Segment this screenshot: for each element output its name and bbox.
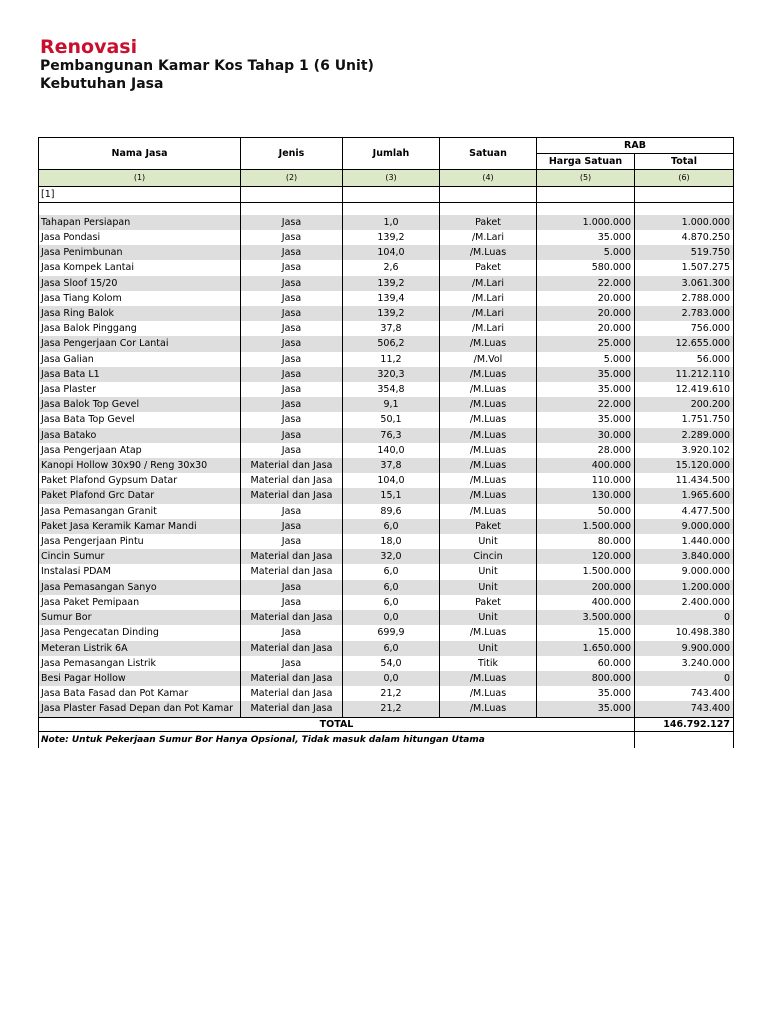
item-harga-satuan: 22.000 (537, 397, 635, 412)
col-number: (2) (241, 170, 343, 186)
item-jenis: Jasa (241, 519, 343, 534)
table-row (39, 321, 734, 336)
item-harga-satuan: 35.000 (537, 382, 635, 397)
table-row (39, 367, 734, 382)
item-total: 12.419.610 (635, 382, 734, 397)
table-row (39, 564, 734, 579)
item-jumlah: 139,2 (343, 230, 440, 245)
item-total: 1.507.275 (635, 260, 734, 275)
item-jumlah: 11,2 (343, 352, 440, 367)
table-row (39, 443, 734, 458)
item-name: Jasa Sloof 15/20 (39, 276, 241, 291)
item-satuan: Unit (440, 564, 537, 579)
item-jumlah: 139,2 (343, 306, 440, 321)
item-total: 0 (635, 610, 734, 625)
item-jumlah: 0,0 (343, 610, 440, 625)
item-jumlah: 89,6 (343, 504, 440, 519)
item-name: Jasa Kompek Lantai (39, 260, 241, 275)
table-row (39, 230, 734, 245)
item-harga-satuan: 60.000 (537, 656, 635, 671)
item-jenis: Material dan Jasa (241, 641, 343, 656)
item-name: Kanopi Hollow 30x90 / Reng 30x30 (39, 458, 241, 473)
item-jumlah: 37,8 (343, 458, 440, 473)
table-row (39, 215, 734, 230)
item-jumlah: 139,2 (343, 276, 440, 291)
item-total: 9.900.000 (635, 641, 734, 656)
item-harga-satuan: 22.000 (537, 276, 635, 291)
item-satuan: /M.Luas (440, 504, 537, 519)
item-harga-satuan: 1.500.000 (537, 519, 635, 534)
table-row (39, 291, 734, 306)
table-row (39, 352, 734, 367)
item-jenis: Jasa (241, 215, 343, 230)
item-harga-satuan: 120.000 (537, 549, 635, 564)
item-total: 200.200 (635, 397, 734, 412)
item-total: 4.477.500 (635, 504, 734, 519)
table-row (39, 580, 734, 595)
item-jumlah: 18,0 (343, 534, 440, 549)
item-jenis: Jasa (241, 595, 343, 610)
item-total: 0 (635, 671, 734, 686)
item-jumlah: 37,8 (343, 321, 440, 336)
item-jumlah: 50,1 (343, 412, 440, 427)
table-row (39, 428, 734, 443)
item-harga-satuan: 25.000 (537, 336, 635, 351)
item-harga-satuan: 80.000 (537, 534, 635, 549)
item-total: 1.000.000 (635, 215, 734, 230)
item-satuan: Paket (440, 260, 537, 275)
item-harga-satuan: 200.000 (537, 580, 635, 595)
header-harga-satuan: Harga Satuan (537, 154, 635, 170)
item-satuan: Titik (440, 656, 537, 671)
item-satuan: Unit (440, 534, 537, 549)
section-label: [1] (39, 186, 241, 202)
item-jumlah: 21,2 (343, 701, 440, 717)
item-jumlah: 104,0 (343, 245, 440, 260)
item-jumlah: 354,8 (343, 382, 440, 397)
table-row (39, 656, 734, 671)
total-label: TOTAL (39, 717, 635, 731)
table-row (39, 595, 734, 610)
table-row (39, 412, 734, 427)
item-jenis: Jasa (241, 580, 343, 595)
item-harga-satuan: 580.000 (537, 260, 635, 275)
item-name: Paket Jasa Keramik Kamar Mandi (39, 519, 241, 534)
item-satuan: /M.Lari (440, 291, 537, 306)
item-harga-satuan: 35.000 (537, 701, 635, 717)
item-jenis: Jasa (241, 412, 343, 427)
total-row (39, 717, 734, 731)
table-row (39, 625, 734, 640)
item-harga-satuan: 5.000 (537, 352, 635, 367)
item-jenis: Jasa (241, 291, 343, 306)
item-satuan: /M.Luas (440, 488, 537, 503)
item-total: 4.870.250 (635, 230, 734, 245)
item-jenis: Material dan Jasa (241, 488, 343, 503)
item-jenis: Jasa (241, 306, 343, 321)
item-total: 3.061.300 (635, 276, 734, 291)
item-jumlah: 1,0 (343, 215, 440, 230)
item-satuan: /M.Lari (440, 321, 537, 336)
item-total: 756.000 (635, 321, 734, 336)
item-jenis: Jasa (241, 656, 343, 671)
item-jenis: Jasa (241, 504, 343, 519)
item-jenis: Jasa (241, 625, 343, 640)
table-row (39, 504, 734, 519)
item-jenis: Jasa (241, 276, 343, 291)
item-satuan: /M.Lari (440, 230, 537, 245)
item-jenis: Material dan Jasa (241, 473, 343, 488)
item-satuan: /M.Luas (440, 473, 537, 488)
item-harga-satuan: 28.000 (537, 443, 635, 458)
item-harga-satuan: 5.000 (537, 245, 635, 260)
item-total: 1.751.750 (635, 412, 734, 427)
item-satuan: Paket (440, 519, 537, 534)
item-harga-satuan: 15.000 (537, 625, 635, 640)
item-jumlah: 0,0 (343, 671, 440, 686)
item-total: 11.434.500 (635, 473, 734, 488)
item-name: Jasa Plaster Fasad Depan dan Pot Kamar (39, 701, 241, 717)
section-subtitle: Kebutuhan Jasa (40, 76, 164, 92)
item-satuan: Cincin (440, 549, 537, 564)
item-total: 10.498.380 (635, 625, 734, 640)
item-harga-satuan: 3.500.000 (537, 610, 635, 625)
item-name: Jasa Plaster (39, 382, 241, 397)
item-total: 3.240.000 (635, 656, 734, 671)
note-row (39, 731, 734, 748)
item-jenis: Jasa (241, 230, 343, 245)
item-total: 743.400 (635, 701, 734, 717)
item-name: Jasa Bata Fasad dan Pot Kamar (39, 686, 241, 701)
item-total: 2.788.000 (635, 291, 734, 306)
item-jenis: Material dan Jasa (241, 549, 343, 564)
item-name: Jasa Ring Balok (39, 306, 241, 321)
item-name: Instalasi PDAM (39, 564, 241, 579)
item-name: Jasa Pengerjaan Cor Lantai (39, 336, 241, 351)
item-name: Besi Pagar Hollow (39, 671, 241, 686)
item-jenis: Jasa (241, 443, 343, 458)
table-row (39, 458, 734, 473)
item-jenis: Jasa (241, 352, 343, 367)
item-harga-satuan: 35.000 (537, 412, 635, 427)
item-total: 12.655.000 (635, 336, 734, 351)
item-name: Jasa Pemasangan Listrik (39, 656, 241, 671)
header-jumlah: Jumlah (343, 138, 440, 170)
item-jumlah: 32,0 (343, 549, 440, 564)
item-jenis: Jasa (241, 367, 343, 382)
item-satuan: /M.Luas (440, 625, 537, 640)
item-jumlah: 6,0 (343, 519, 440, 534)
item-name: Paket Plafond Gypsum Datar (39, 473, 241, 488)
item-total: 2.783.000 (635, 306, 734, 321)
item-jumlah: 21,2 (343, 686, 440, 701)
item-name: Jasa Pengerjaan Pintu (39, 534, 241, 549)
grand-total: 146.792.127 (635, 717, 734, 731)
item-jenis: Jasa (241, 382, 343, 397)
item-name: Jasa Tiang Kolom (39, 291, 241, 306)
item-harga-satuan: 35.000 (537, 367, 635, 382)
item-total: 519.750 (635, 245, 734, 260)
column-number-row (39, 170, 734, 186)
item-satuan: /M.Luas (440, 382, 537, 397)
header-total: Total (635, 154, 734, 170)
item-total: 1.200.000 (635, 580, 734, 595)
section-row (39, 186, 734, 202)
item-satuan: /M.Luas (440, 671, 537, 686)
table-row (39, 701, 734, 717)
item-name: Jasa Pondasi (39, 230, 241, 245)
col-number: (1) (39, 170, 241, 186)
item-satuan: Paket (440, 595, 537, 610)
footnote: Note: Untuk Pekerjaan Sumur Bor Hanya Opsional, Tidak masuk dalam hitungan Utama (39, 731, 635, 748)
item-name: Jasa Pengerjaan Atap (39, 443, 241, 458)
table-row (39, 245, 734, 260)
item-jumlah: 104,0 (343, 473, 440, 488)
item-total: 2.400.000 (635, 595, 734, 610)
item-jumlah: 76,3 (343, 428, 440, 443)
item-satuan: Unit (440, 580, 537, 595)
item-satuan: /M.Lari (440, 306, 537, 321)
item-jumlah: 2,6 (343, 260, 440, 275)
item-harga-satuan: 800.000 (537, 671, 635, 686)
table-row (39, 488, 734, 503)
item-jenis: Jasa (241, 428, 343, 443)
item-jumlah: 320,3 (343, 367, 440, 382)
table-row (39, 397, 734, 412)
spacer-row (39, 202, 734, 215)
item-satuan: /M.Luas (440, 412, 537, 427)
item-name: Jasa Penimbunan (39, 245, 241, 260)
table-row (39, 276, 734, 291)
item-total: 11.212.110 (635, 367, 734, 382)
item-jumlah: 139,4 (343, 291, 440, 306)
item-satuan: /M.Luas (440, 428, 537, 443)
table-row (39, 260, 734, 275)
page-title: Renovasi (40, 36, 138, 58)
item-total: 3.840.000 (635, 549, 734, 564)
item-total: 1.965.600 (635, 488, 734, 503)
item-name: Sumur Bor (39, 610, 241, 625)
item-name: Jasa Balok Top Gevel (39, 397, 241, 412)
header-satuan: Satuan (440, 138, 537, 170)
table-row (39, 671, 734, 686)
item-harga-satuan: 20.000 (537, 321, 635, 336)
item-harga-satuan: 1.650.000 (537, 641, 635, 656)
item-satuan: /M.Luas (440, 443, 537, 458)
item-total: 1.440.000 (635, 534, 734, 549)
item-satuan: /M.Lari (440, 276, 537, 291)
item-name: Cincin Sumur (39, 549, 241, 564)
table-row (39, 686, 734, 701)
item-satuan: /M.Luas (440, 336, 537, 351)
item-jumlah: 9,1 (343, 397, 440, 412)
header-rab: RAB (537, 138, 734, 154)
item-satuan: Paket (440, 215, 537, 230)
item-jenis: Material dan Jasa (241, 701, 343, 717)
rab-table (38, 137, 734, 748)
table-row (39, 534, 734, 549)
header-nama-jasa: Nama Jasa (39, 138, 241, 170)
item-name: Paket Plafond Grc Datar (39, 488, 241, 503)
item-satuan: Unit (440, 641, 537, 656)
item-name: Jasa Balok Pinggang (39, 321, 241, 336)
item-satuan: /M.Luas (440, 458, 537, 473)
item-satuan: Unit (440, 610, 537, 625)
col-number: (4) (440, 170, 537, 186)
item-satuan: /M.Luas (440, 367, 537, 382)
project-subtitle: Pembangunan Kamar Kos Tahap 1 (6 Unit) (40, 58, 374, 74)
item-harga-satuan: 400.000 (537, 595, 635, 610)
item-name: Jasa Pemasangan Granit (39, 504, 241, 519)
item-jumlah: 15,1 (343, 488, 440, 503)
item-jumlah: 699,9 (343, 625, 440, 640)
item-name: Jasa Galian (39, 352, 241, 367)
item-harga-satuan: 50.000 (537, 504, 635, 519)
item-total: 56.000 (635, 352, 734, 367)
item-total: 15.120.000 (635, 458, 734, 473)
item-harga-satuan: 130.000 (537, 488, 635, 503)
item-harga-satuan: 110.000 (537, 473, 635, 488)
col-number: (3) (343, 170, 440, 186)
table-row (39, 306, 734, 321)
item-total: 2.289.000 (635, 428, 734, 443)
item-satuan: /M.Luas (440, 397, 537, 412)
item-total: 743.400 (635, 686, 734, 701)
item-harga-satuan: 20.000 (537, 291, 635, 306)
item-jenis: Jasa (241, 534, 343, 549)
item-jumlah: 54,0 (343, 656, 440, 671)
item-jenis: Material dan Jasa (241, 671, 343, 686)
item-jenis: Jasa (241, 321, 343, 336)
table-row (39, 382, 734, 397)
item-harga-satuan: 35.000 (537, 686, 635, 701)
table-row (39, 473, 734, 488)
item-satuan: /M.Luas (440, 245, 537, 260)
item-name: Jasa Bata L1 (39, 367, 241, 382)
item-jumlah: 6,0 (343, 564, 440, 579)
item-name: Tahapan Persiapan (39, 215, 241, 230)
item-harga-satuan: 1.000.000 (537, 215, 635, 230)
item-jenis: Jasa (241, 245, 343, 260)
item-jenis: Jasa (241, 397, 343, 412)
table-row (39, 610, 734, 625)
item-harga-satuan: 20.000 (537, 306, 635, 321)
item-jumlah: 506,2 (343, 336, 440, 351)
item-name: Jasa Paket Pemipaan (39, 595, 241, 610)
item-jenis: Material dan Jasa (241, 564, 343, 579)
item-satuan: /M.Vol (440, 352, 537, 367)
table-row (39, 336, 734, 351)
item-name: Meteran Listrik 6A (39, 641, 241, 656)
item-name: Jasa Batako (39, 428, 241, 443)
col-number: (6) (635, 170, 734, 186)
item-jumlah: 140,0 (343, 443, 440, 458)
item-harga-satuan: 1.500.000 (537, 564, 635, 579)
item-name: Jasa Pemasangan Sanyo (39, 580, 241, 595)
item-jenis: Material dan Jasa (241, 610, 343, 625)
item-jenis: Jasa (241, 260, 343, 275)
col-number: (5) (537, 170, 635, 186)
item-satuan: /M.Luas (440, 701, 537, 717)
item-harga-satuan: 30.000 (537, 428, 635, 443)
item-jenis: Material dan Jasa (241, 458, 343, 473)
item-jenis: Material dan Jasa (241, 686, 343, 701)
item-jumlah: 6,0 (343, 641, 440, 656)
item-satuan: /M.Luas (440, 686, 537, 701)
item-harga-satuan: 400.000 (537, 458, 635, 473)
item-jumlah: 6,0 (343, 595, 440, 610)
item-name: Jasa Bata Top Gevel (39, 412, 241, 427)
item-total: 3.920.102 (635, 443, 734, 458)
item-harga-satuan: 35.000 (537, 230, 635, 245)
item-jumlah: 6,0 (343, 580, 440, 595)
header-jenis: Jenis (241, 138, 343, 170)
table-row (39, 549, 734, 564)
item-name: Jasa Pengecatan Dinding (39, 625, 241, 640)
table-row (39, 641, 734, 656)
table-row (39, 519, 734, 534)
item-total: 9.000.000 (635, 564, 734, 579)
item-jenis: Jasa (241, 336, 343, 351)
item-total: 9.000.000 (635, 519, 734, 534)
